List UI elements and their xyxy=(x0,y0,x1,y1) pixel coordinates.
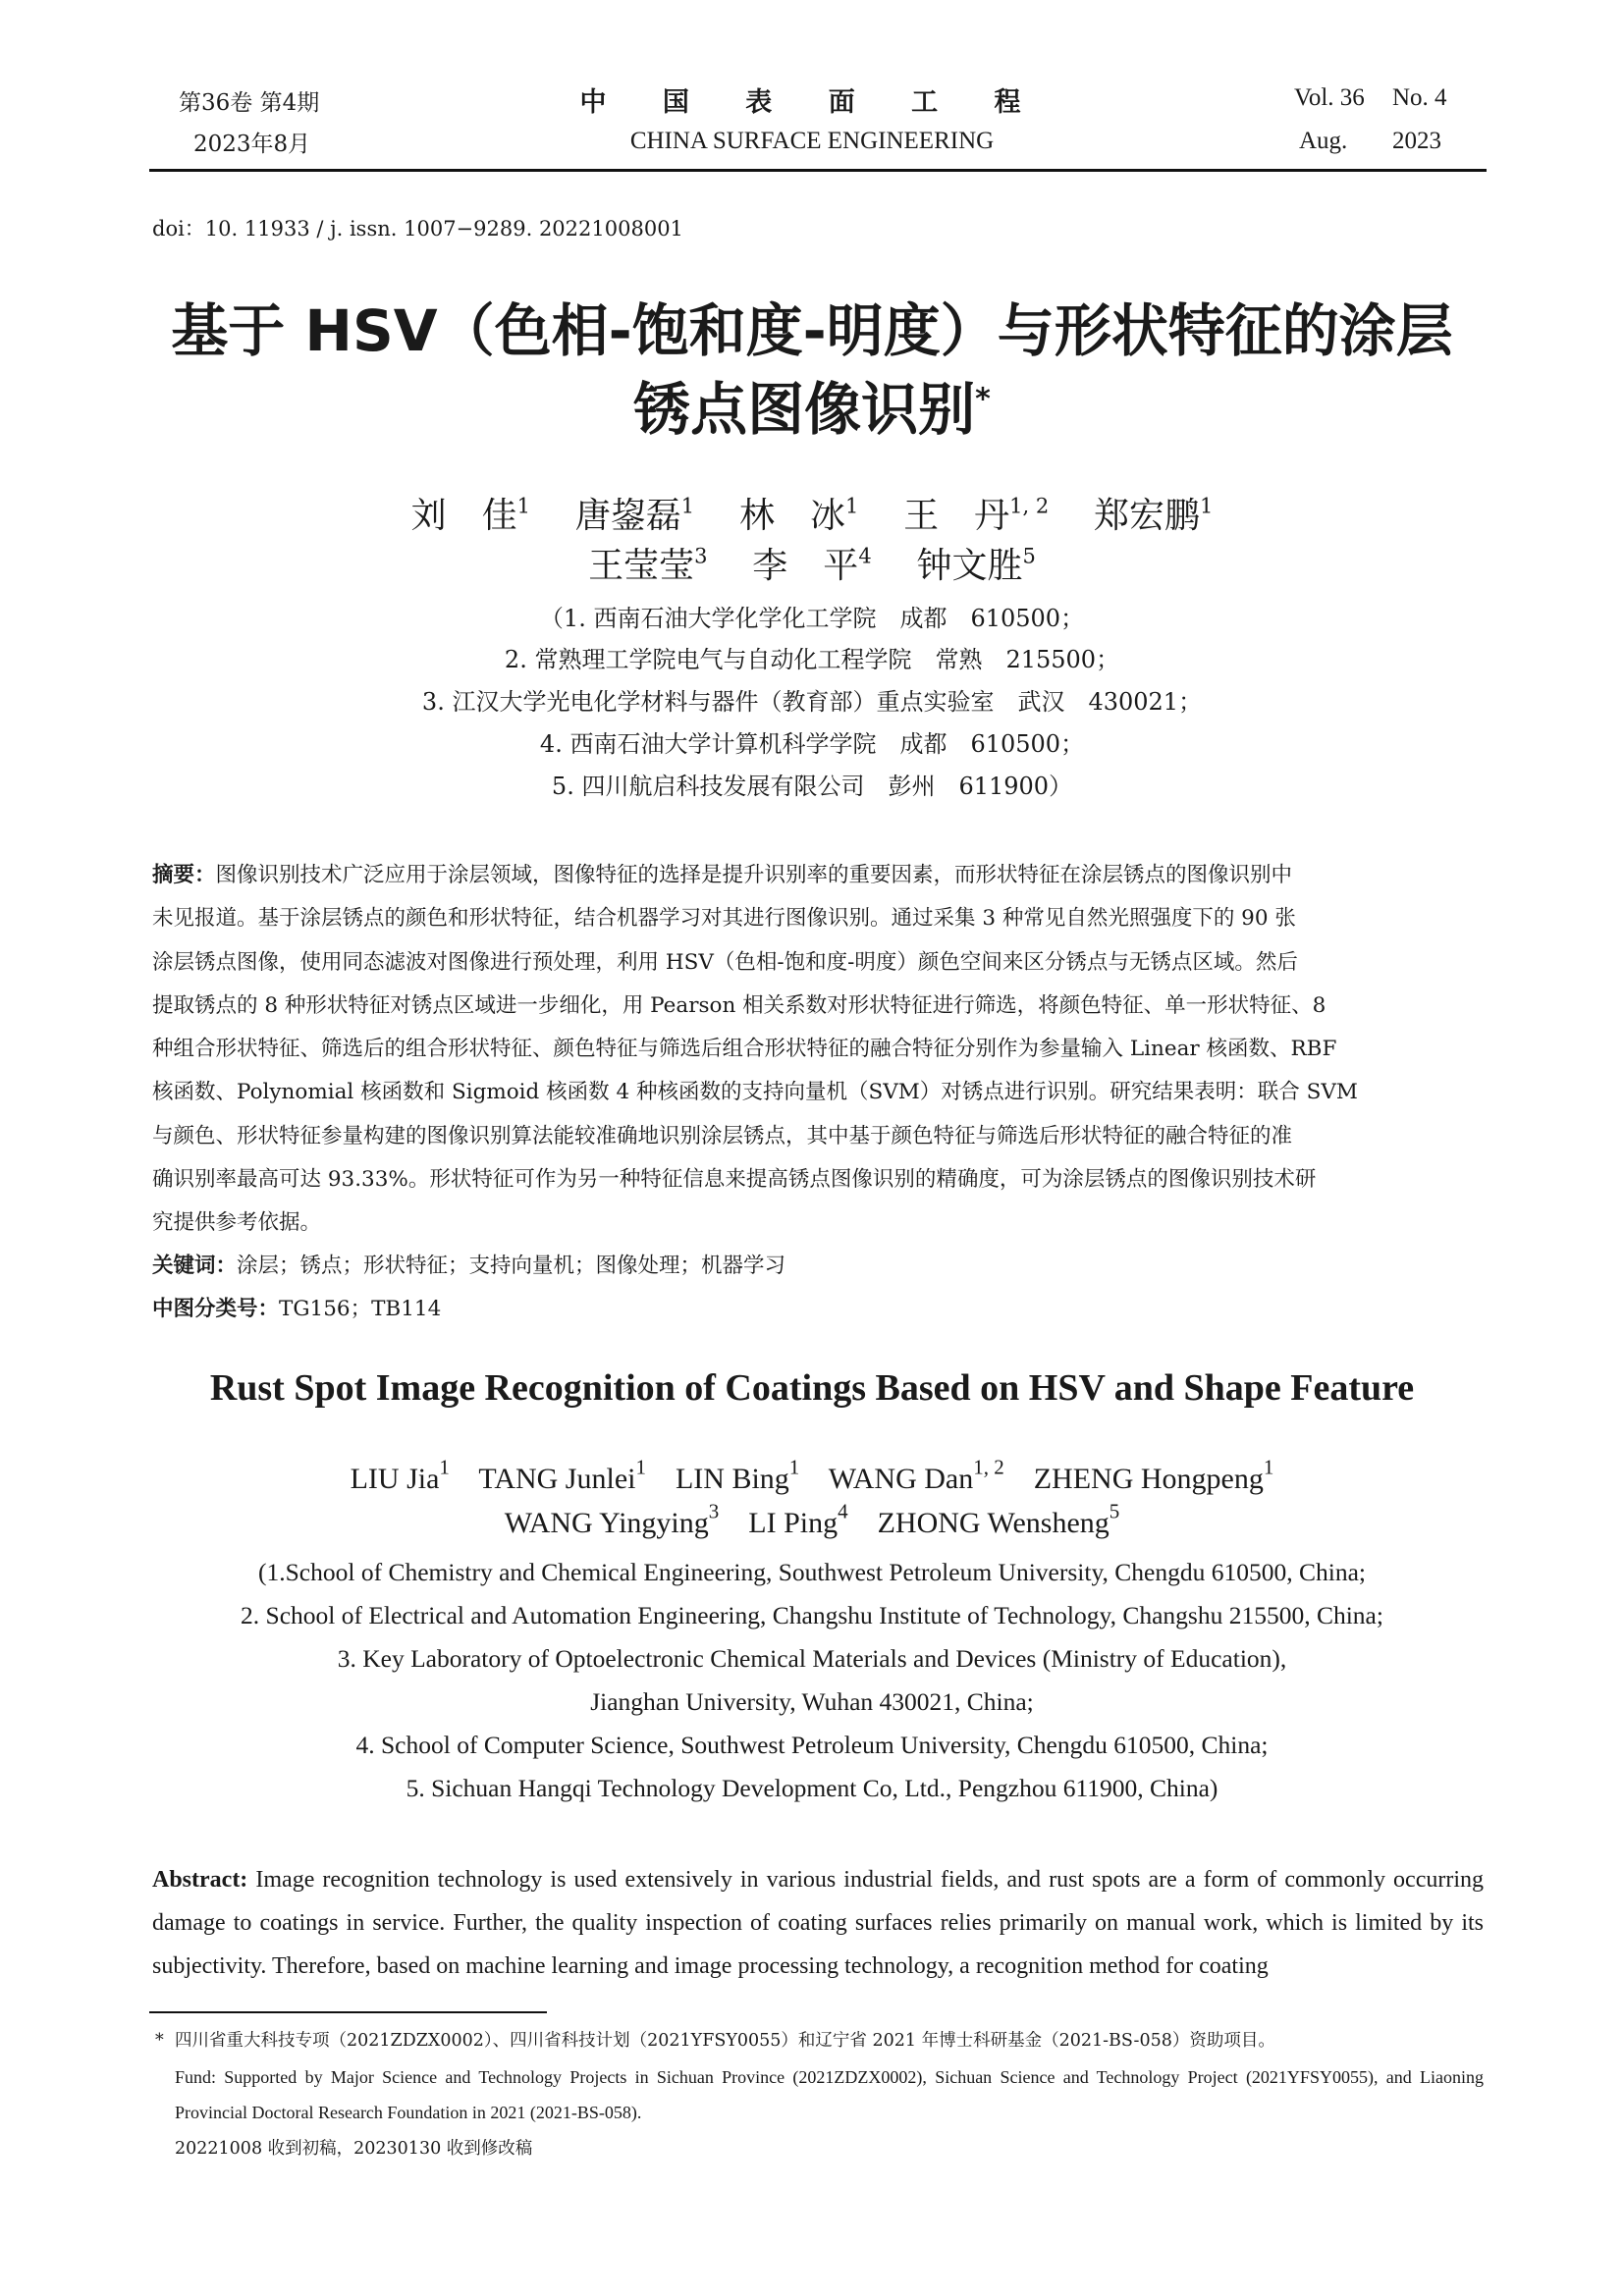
authors-cn-line-2: 王莹莹$^3$ 李 平$^4$ 钟文胜$^5$ xyxy=(588,544,1036,586)
footnote-rule xyxy=(149,2011,547,2013)
abstract-cn-line: 涂层锈点图像，使用同态滤波对图像进行预处理，利用 HSV（色相-饱和度-明度）颜色空间来区分锈点与无锈点区域。然后 xyxy=(152,949,1298,975)
affiliation-cn: 2. 常熟理工学院电气与自动化工程学院 常熟 215500； xyxy=(504,646,1120,673)
abstract-cn-line: 摘要：图像识别技术广泛应用于涂层领域，图像特征的选择是提升识别率的重要因素，而形状特征在涂层锈点的图像识别中 xyxy=(152,863,1293,887)
header-number-en: No. 4 xyxy=(1392,84,1447,111)
abstract-cn-line: 提取锈点的 8 种形状特征对锈点区域进一步细化，用 Pearson 相关系数对形状特征进行筛选，将颜色特征、单一形状特征、8 xyxy=(152,992,1326,1018)
author-cn: 郑宏鹏 xyxy=(1094,496,1201,536)
author-cn: 唐鋆磊 xyxy=(574,496,681,536)
abstract-cn-line: 种组合形状特征、筛选后的组合形状特征、颜色特征与筛选后组合形状特征的融合特征分别作为参量输入 Linear 核函数、RBF xyxy=(152,1037,1337,1062)
author-en: ZHONG Wensheng xyxy=(877,1507,1110,1539)
author-en: LIN Bing xyxy=(675,1463,789,1495)
affiliation-en: 3. Key Laboratory of Optoelectronic Chemical Materials and Devices (Ministry of Education), xyxy=(337,1644,1287,1673)
header-month-en: Aug. xyxy=(1299,128,1348,154)
footnote-mark: * xyxy=(155,2031,164,2051)
header-date-cn: 2023年8月 xyxy=(193,132,311,157)
affiliation-en: 2. School of Electrical and Automation Engineering, Changshu Institute of Technology, Changshu 215500, China; xyxy=(241,1601,1383,1629)
header-rule xyxy=(149,169,1487,172)
abstract-cn-label: 摘要： xyxy=(152,863,216,887)
abstract-en-label: Abstract: xyxy=(152,1867,248,1893)
title-cn-line-1: 基于 HSV（色相-饱和度-明度）与形状特征的涂层 xyxy=(171,297,1453,364)
author-cn: 刘 佳 xyxy=(410,496,517,536)
authors-en-line-1: LIU Jia$^1$ TANG Junlei$^1$ LIN Bing$^1$ WANG Dan$^{1, 2}$ ZHENG Hongpeng$^1$ xyxy=(350,1455,1274,1495)
author-en: TANG Junlei xyxy=(478,1463,636,1495)
affiliation-en: (1.School of Chemistry and Chemical Engineering, Southwest Petroleum University, Chengdu 610500, China; xyxy=(258,1558,1366,1586)
footnote-fund-cn: 四川省重大科技专项（2021ZDZX0002）、四川省科技计划（2021YFSY0055）和辽宁省 2021 年博士科研基金（2021-BS-058）资助项目。 xyxy=(175,2031,1275,2051)
author-en: LI Ping xyxy=(748,1507,839,1539)
abstract-cn-line: 未见报道。基于涂层锈点的颜色和形状特征，结合机器学习对其进行图像识别。通过采集 3 种常见自然光照强度下的 90 张 xyxy=(152,906,1296,932)
authors-en-line-2: WANG Yingying$^3$ LI Ping$^4$ ZHONG Wensheng$^5$ xyxy=(504,1499,1120,1539)
affiliation-en: 5. Sichuan Hangqi Technology Development Co, Ltd., Pengzhou 611900, China) xyxy=(406,1774,1218,1802)
affiliation-cn: 4. 西南石油大学计算机科学学院 成都 610500； xyxy=(539,730,1085,758)
header-year-en: 2023 xyxy=(1392,128,1441,154)
authors-cn-line-1: 刘 佳$^1$ 唐鋆磊$^1$ 林 冰$^1$ 王 丹$^{1, 2}$ 郑宏鹏$^1$ xyxy=(410,494,1214,536)
clc-number: 中图分类号：TG156；TB114 xyxy=(152,1297,442,1321)
affiliation-cn: 5. 四川航启科技发展有限公司 彭州 611900） xyxy=(551,773,1073,800)
header-journal-cn: 中 国 表 面 工 程 xyxy=(579,87,1045,118)
title-en: Rust Spot Image Recognition of Coatings Based on HSV and Shape Feature xyxy=(209,1367,1415,1409)
footnote-received: 20221008 收到初稿，20230130 收到修改稿 xyxy=(175,2139,533,2159)
author-en: ZHENG Hongpeng xyxy=(1033,1463,1264,1495)
abstract-cn-line: 核函数、Polynomial 核函数和 Sigmoid 核函数 4 种核函数的支持向量机（SVM）对锈点进行识别。研究结果表明：联合 SVM xyxy=(152,1080,1358,1105)
title-cn-line-2: 锈点图像识别* xyxy=(633,376,991,443)
clc-label: 中图分类号： xyxy=(152,1297,280,1321)
header-volume-issue-cn: 第36卷 第4期 xyxy=(179,90,320,116)
abstract-cn-line: 究提供参考依据。 xyxy=(152,1210,322,1236)
abstract-cn-line: 确识别率最高可达 93.33%。形状特征可作为另一种特征信息来提高锈点图像识别的精确度，可为涂层锈点的图像识别技术研 xyxy=(152,1167,1317,1193)
doi: doi：10. 11933 / j. issn. 1007−9289. 20221008001 xyxy=(152,217,683,240)
header-journal-en: CHINA SURFACE ENGINEERING xyxy=(629,128,995,154)
header-volume-en: Vol. 36 xyxy=(1294,84,1365,111)
author-cn: 王莹莹 xyxy=(588,546,695,586)
author-cn: 王 丹 xyxy=(903,496,1010,536)
author-cn: 钟文胜 xyxy=(916,546,1023,586)
author-en: LIU Jia xyxy=(350,1463,440,1495)
author-en: WANG Dan xyxy=(828,1463,974,1495)
abstract-cn-line: 与颜色、形状特征参量构建的图像识别算法能较准确地识别涂层锈点，其中基于颜色特征与筛选后形状特征的融合特征的准 xyxy=(152,1123,1293,1148)
title-footnote-mark: * xyxy=(975,382,991,417)
affiliation-en: 4. School of Computer Science, Southwest Petroleum University, Chengdu 610500, China; xyxy=(355,1731,1269,1759)
affiliation-cn: （1. 西南石油大学化学化工学院 成都 610500； xyxy=(539,605,1085,632)
author-en: WANG Yingying xyxy=(504,1507,709,1539)
keywords-cn: 关键词：涂层；锈点；形状特征；支持向量机；图像处理；机器学习 xyxy=(152,1254,786,1278)
affiliation-cn: 3. 江汉大学光电化学材料与器件（教育部）重点实验室 武汉 430021； xyxy=(421,688,1203,716)
author-cn: 林 冰 xyxy=(738,496,845,536)
abstract-cn xyxy=(152,854,1484,1246)
abstract-en: Abstract: Image recognition technology is used extensively in various industrial fields, and rust spots are a form of commonly occurring damage to coatings in service. Further, the quality inspection of coating surfaces relies primarily on manual work, which is limited by its subjectivity. Therefore, based on machine learning and image processing technology, a recognition method for coating xyxy=(152,1867,1485,1979)
affiliation-en: Jianghan University, Wuhan 430021, China; xyxy=(590,1687,1034,1716)
keywords-cn-label: 关键词： xyxy=(152,1254,238,1278)
footnote-fund-en: Fund: Supported by Major Science and Technology Projects in Sichuan Province (2021ZDZX0002), Sichuan Science and Technology Project (2021YFSY0055), and Liaoning Provincial Doctoral Research Foundation in 2021 (2021-BS-058). xyxy=(175,2067,1484,2122)
author-cn: 李 平 xyxy=(752,546,859,586)
